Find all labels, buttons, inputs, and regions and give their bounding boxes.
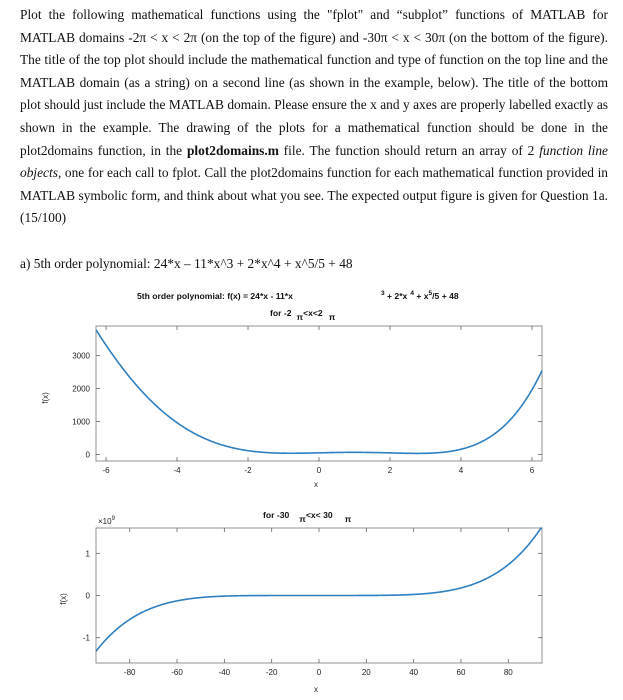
instructions-part-3: , one for each call to fplot. Call the plot2domains function for each mathematical function provided in MATLAB symbolic form, and think about what you see. The expected output figure is given for Question 1a. (15/100): [20, 165, 608, 226]
top-title-line1: 5th order polynomial: f(x) = 24*x - 11*x: [137, 291, 293, 301]
x-tick-label: -4: [173, 466, 181, 475]
top-x-label: x: [314, 480, 318, 489]
y-tick-label: 0: [85, 591, 90, 601]
file-name-bold: plot2domains.m: [186, 142, 279, 158]
x-tick-label: -40: [218, 668, 231, 677]
x-tick-label: 20: [361, 668, 371, 677]
x-tick-label: -20: [265, 668, 278, 677]
x-tick-label: 6: [529, 466, 535, 475]
bottom-function-line: [96, 528, 542, 651]
y-tick-label: 1: [85, 549, 90, 559]
bottom-title: for -30 π<x< 30 π: [263, 510, 352, 524]
x-tick-label: -2: [244, 466, 252, 475]
top-y-label: f(x): [41, 392, 50, 404]
bottom-x-label: x: [314, 685, 318, 694]
y-tick-label: 1000: [72, 417, 90, 427]
x-tick-label: -80: [123, 668, 136, 677]
y-tick-label: 0: [85, 450, 90, 460]
bottom-exponent-label: $\times 10^9$: [98, 516, 115, 526]
instructions-part-1: Plot the following mathematical functions using the "fplot" and “subplot” functions of MATLAB for MATLAB domains -2π < x < 2π (on the top of the figure) and -30π < x < 30π (on the bottom of the figure). The title of the top plot should include the mathematical function and type of function on the top line and the MATLAB domain (as a string) on a second line (as shown in the example, below). The title of the bottom plot should just include the MATLAB domain. Please ensure the x and y axes are properly labelled exactly as shown in the example. The drawing of the plots for a mathematical function should be done in the plot2domains function, in the: [20, 7, 608, 158]
x-tick-label: 0: [316, 668, 322, 677]
y-tick-label: 3000: [72, 351, 90, 361]
instructions-part-2: file. The function should return an array of 2: [278, 142, 540, 158]
bottom-y-label: f(x): [59, 593, 68, 605]
x-tick-label: 4: [458, 466, 464, 475]
x-tick-label: 0: [316, 466, 322, 475]
x-tick-label: -60: [171, 668, 183, 677]
y-tick-label: -1: [82, 633, 90, 643]
matlab-figure: [0, 276, 623, 700]
top-title-line2: for -2 π<x<2 π: [270, 308, 336, 322]
question-1a: a) 5th order polynomial: 24*x – 11*x^3 + 2*x^4 + x^5/5 + 48: [20, 256, 353, 271]
x-tick-label: -6: [102, 466, 110, 475]
top-y-ticks: [72, 352, 542, 460]
x-tick-label: 2: [387, 466, 393, 475]
top-axes-box: [96, 326, 542, 461]
instructions-text: [20, 4, 608, 230]
x-tick-label: 80: [503, 668, 513, 677]
x-tick-label: 60: [456, 668, 466, 677]
y-tick-label: 2000: [72, 384, 90, 394]
top-function-line: [96, 330, 542, 454]
bottom-x-ticks: [124, 528, 513, 677]
bottom-subplot: [59, 510, 542, 694]
top-title-line1-cont: 3 + 2*x $^4 + x^5/5 + 48$: [381, 290, 459, 301]
x-tick-label: 40: [409, 668, 419, 677]
top-subplot: [41, 290, 542, 489]
function-line-objects-italic: function line objects: [20, 142, 608, 181]
